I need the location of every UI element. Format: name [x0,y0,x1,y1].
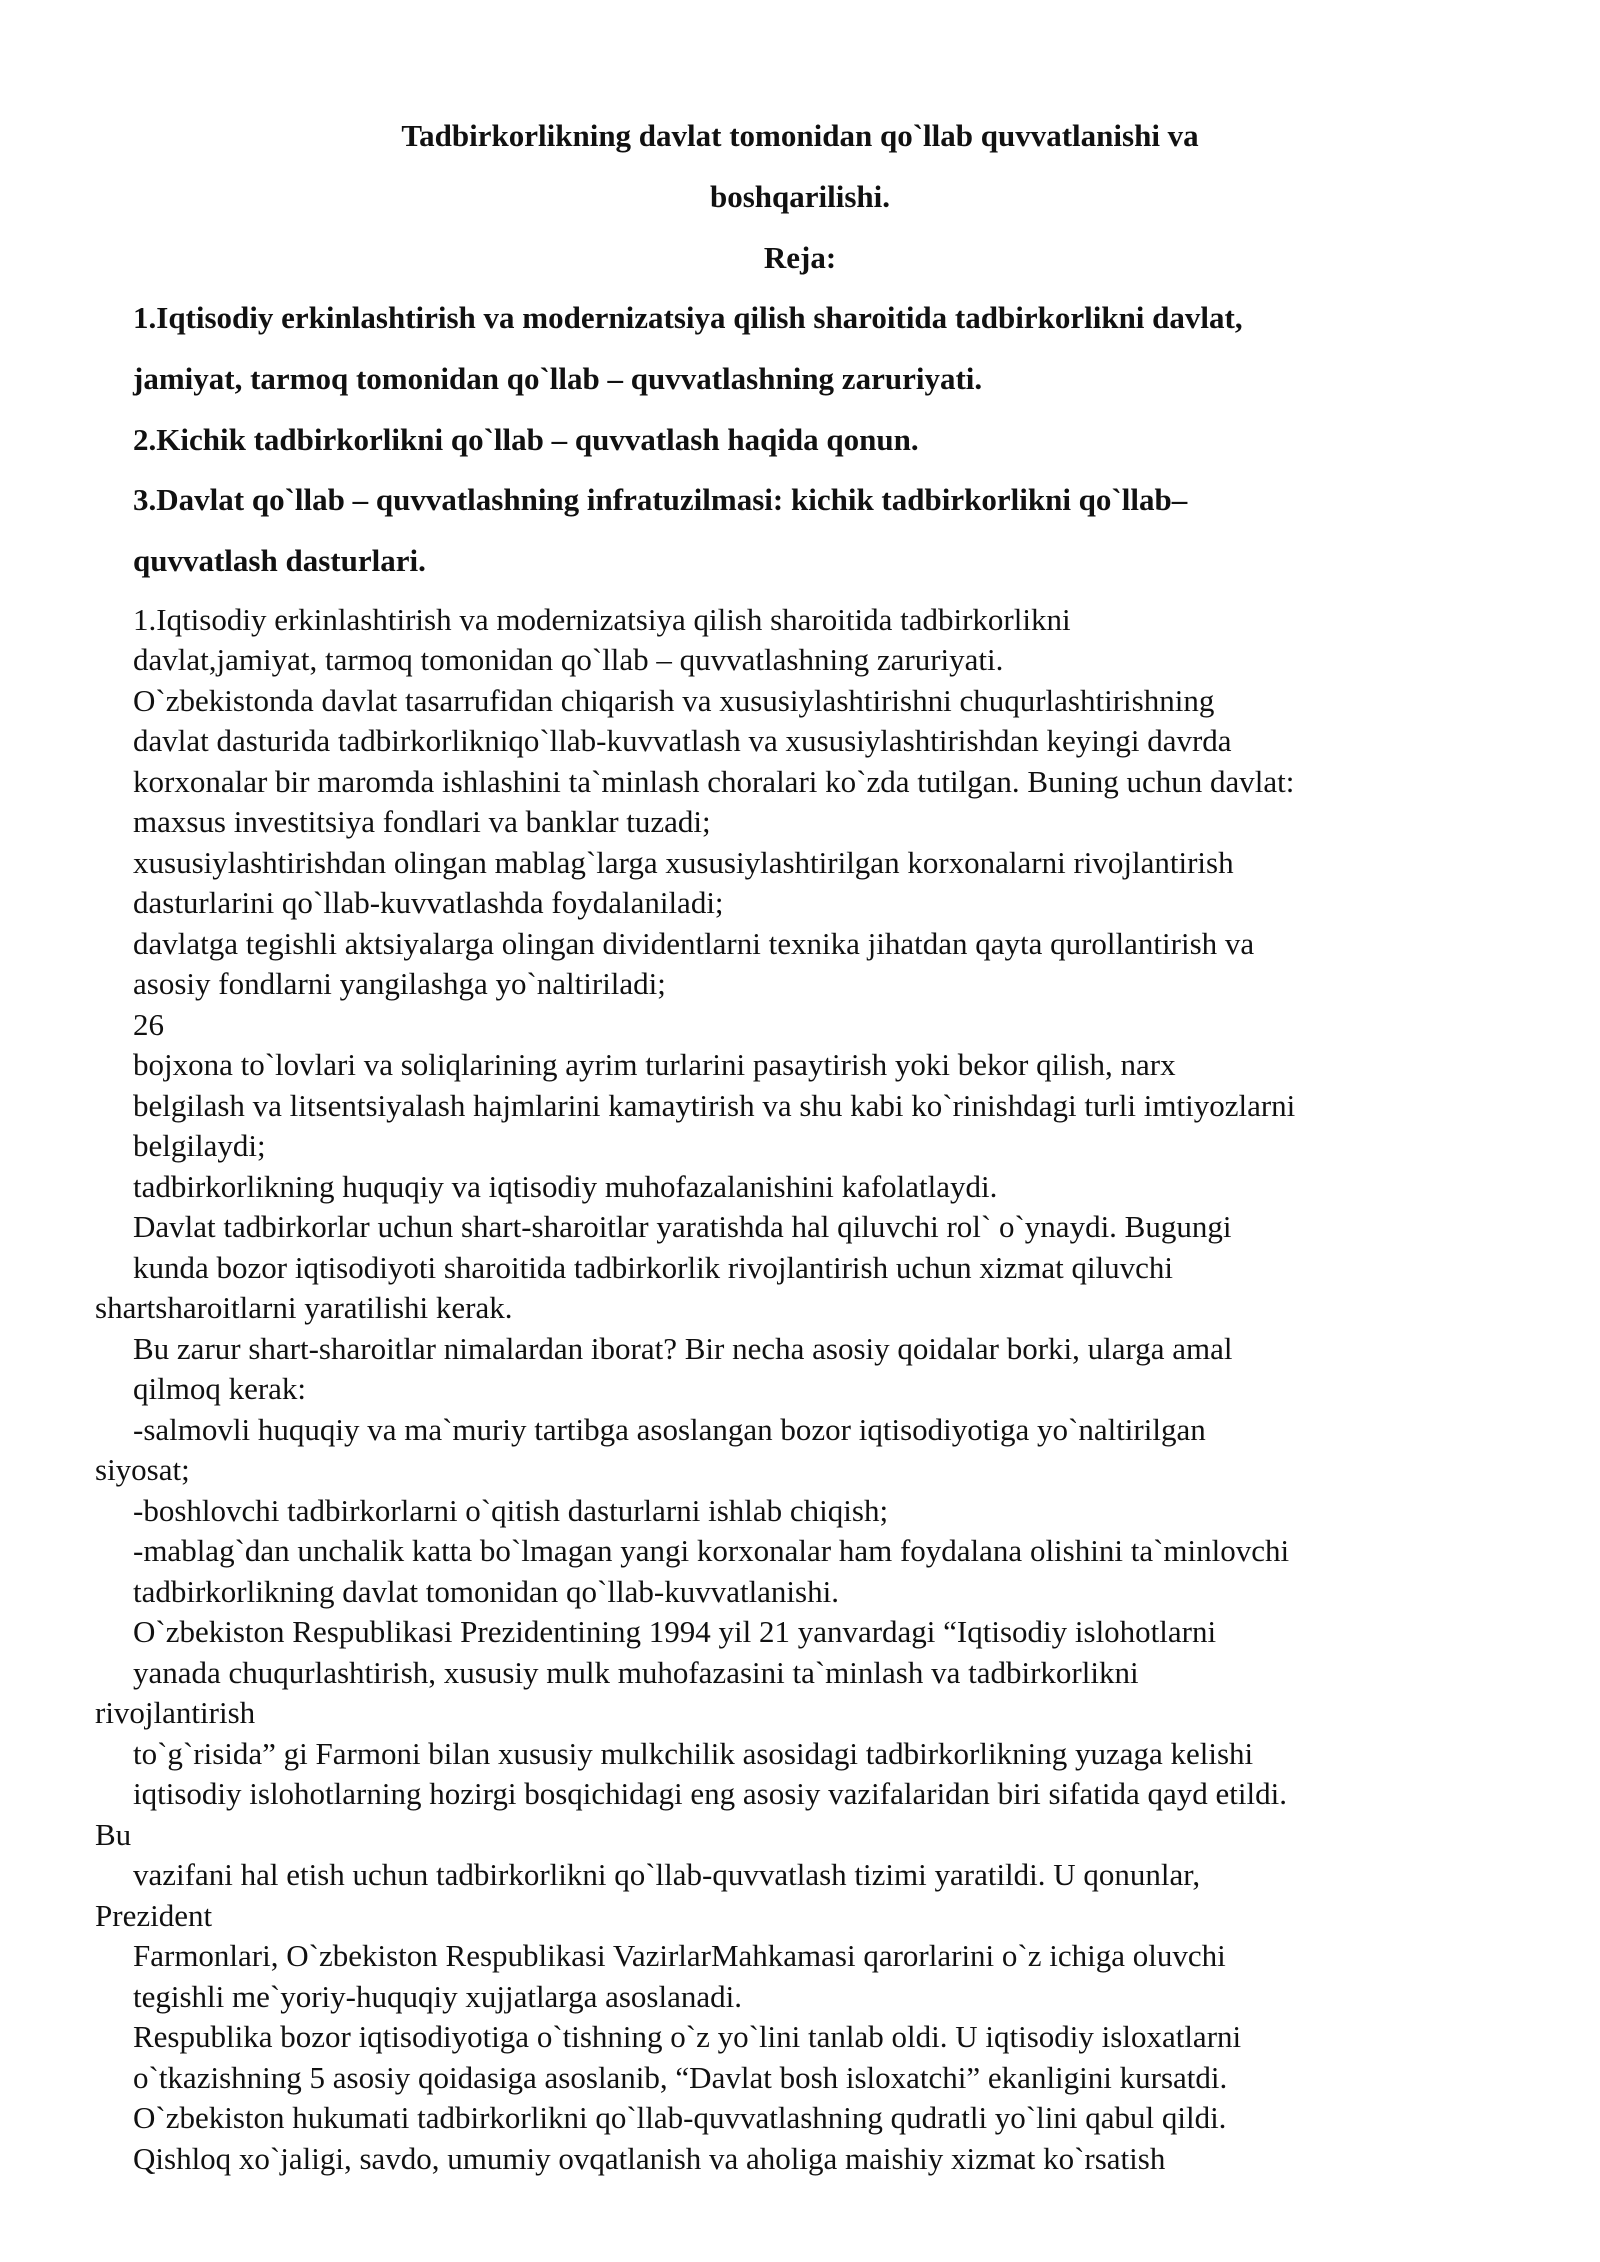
body-line: siyosat; [95,1452,190,1487]
plan-item: quvvatlash dasturlari. [133,543,426,578]
body-line: O`zbekistonda davlat tasarrufidan chiqarish va xususiylashtirishni chuqurlashtirishning [133,683,1215,718]
body-line: maxsus investitsiya fondlari va banklar tuzadi; [133,804,711,839]
body-line: tadbirkorlikning huquqiy va iqtisodiy muhofazalanishini kafolatlaydi. [133,1169,998,1204]
body-line: qilmoq kerak: [133,1371,307,1406]
body-line: to`g`risida” gi Farmoni bilan xususiy mulkchilik asosidagi tadbirkorlikning yuzaga kelishi [133,1736,1254,1771]
body-line: belgilaydi; [133,1128,266,1163]
plan-item: 2.Kichik tadbirkorlikni qo`llab – quvvatlash haqida qonun. [133,422,919,457]
body-line: Farmonlari, O`zbekiston Respublikasi VazirlarMahkamasi qarorlarini o`z ichiga oluvchi [133,1938,1226,1973]
body-line: davlat dasturida tadbirkorlikniqo`llab-kuvvatlash va xususiylashtirishdan keyingi davrda [133,723,1232,758]
body-line: dasturlarini qo`llab-kuvvatlashda foydalaniladi; [133,885,724,920]
body-line: kunda bozor iqtisodiyoti sharoitida tadbirkorlik rivojlantirish uchun xizmat qiluvchi [133,1250,1174,1285]
body-line: shartsharoitlarni yaratilishi kerak. [95,1290,513,1325]
body-line: O`zbekiston hukumati tadbirkorlikni qo`llab-quvvatlashning qudratli yo`lini qabul qildi. [133,2100,1227,2135]
body-line: yanada chuqurlashtirish, xususiy mulk muhofazasini ta`minlash va tadbirkorlikni [133,1655,1139,1690]
body-line: davlatga tegishli aktsiyalarga olingan dividentlarni texnika jihatdan qayta qurollantirish va [133,926,1255,961]
body-line: vazifani hal etish uchun tadbirkorlikni qo`llab-quvvatlash tizimi yaratildi. U qonunlar, [133,1857,1201,1892]
plan-item: 1.Iqtisodiy erkinlashtirish va modernizatsiya qilish sharoitida tadbirkorlikni davlat, [133,300,1243,335]
plan-heading: Reja: [763,240,837,275]
body-line: Bu zarur shart-sharoitlar nimalardan iborat? Bir necha asosiy qoidalar borki, ularga amal [133,1331,1233,1366]
body-line: asosiy fondlarni yangilashga yo`naltiriladi; [133,966,666,1001]
plan-item: 3.Davlat qo`llab – quvvatlashning infratuzilmasi: kichik tadbirkorlikni qo`llab– [133,482,1188,517]
body-line: tadbirkorlikning davlat tomonidan qo`llab-kuvvatlanishi. [133,1574,839,1609]
body-line: Prezident [95,1898,213,1933]
document-title-line-2: boshqarilishi. [709,179,891,214]
body-line: Qishloq xo`jaligi, savdo, umumiy ovqatlanish va aholiga maishiy xizmat ko`rsatish [133,2141,1166,2176]
document-title-line-1: Tadbirkorlikning davlat tomonidan qo`llab quvvatlanishi va [401,118,1199,153]
body-line: Davlat tadbirkorlar uchun shart-sharoitlar yaratishda hal qiluvchi rol` o`ynaydi. Bugungi [133,1209,1232,1244]
body-line: korxonalar bir maromda ishlashini ta`minlash choralari ko`zda tutilgan. Buning uchun davlat: [133,764,1295,799]
body-line: -salmovli huquqiy va ma`muriy tartibga asoslangan bozor iqtisodiyotiga yo`naltirilgan [133,1412,1206,1447]
page-number: 26 [133,1007,164,1042]
body-line: Respublika bozor iqtisodiyotiga o`tishning o`z yo`lini tanlab oldi. U iqtisodiy isloxatlarni [133,2019,1242,2054]
body-line: rivojlantirish [95,1695,256,1730]
body-line: O`zbekiston Respublikasi Prezidentining 1994 yil 21 yanvardagi “Iqtisodiy islohotlarni [133,1614,1217,1649]
body-line: -mablag`dan unchalik katta bo`lmagan yangi korxonalar ham foydalana olishini ta`minlovchi [133,1533,1290,1568]
body-line: tegishli me`yoriy-huquqiy xujjatlarga asoslanadi. [133,1979,742,2014]
body-line: belgilash va litsentsiyalash hajmlarini kamaytirish va shu kabi ko`rinishdagi turli imtiyozlarni [133,1088,1296,1123]
body-line: davlat,jamiyat, tarmoq tomonidan qo`llab – quvvatlashning zaruriyati. [133,642,1004,677]
plan-item: jamiyat, tarmoq tomonidan qo`llab – quvvatlashning zaruriyati. [133,361,983,396]
body-line: iqtisodiy islohotlarning hozirgi bosqichidagi eng asosiy vazifalaridan biri sifatida qayd etildi. [133,1776,1287,1811]
body-line: bojxona to`lovlari va soliqlarining ayrim turlarini pasaytirish yoki bekor qilish, narx [133,1047,1176,1082]
body-line: 1.Iqtisodiy erkinlashtirish va modernizatsiya qilish sharoitida tadbirkorlikni [133,602,1071,637]
body-line: xususiylashtirishdan olingan mablag`larga xususiylashtirilgan korxonalarni rivojlantirish [133,845,1234,880]
body-line: Bu [95,1817,132,1852]
body-line: o`tkazishning 5 asosiy qoidasiga asoslanib, “Davlat bosh isloxatchi” ekanligini kursatdi. [133,2060,1228,2095]
body-line: -boshlovchi tadbirkorlarni o`qitish dasturlarni ishlab chiqish; [133,1493,889,1528]
